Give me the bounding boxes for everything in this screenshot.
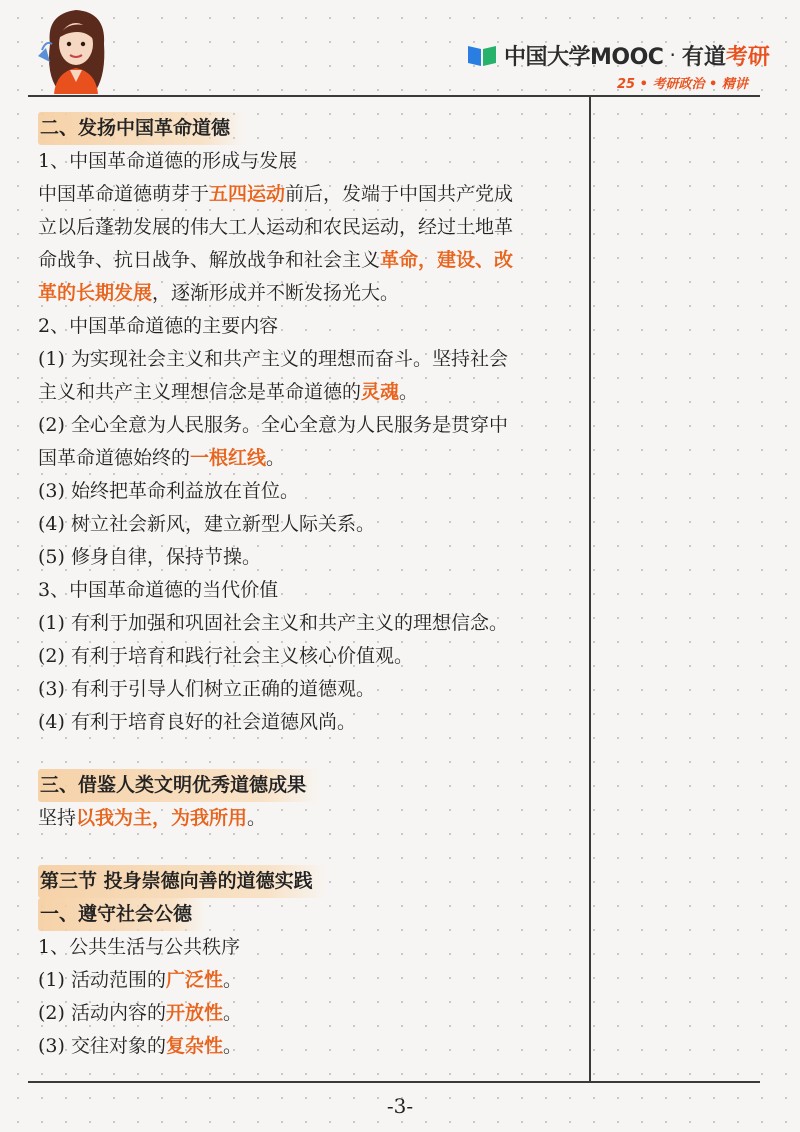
list-item: (4) 有利于培育良好的社会道德风尚。 [38, 711, 356, 733]
notes-content [38, 112, 590, 1063]
list-item: (5) 修身自律，保持节操。 [38, 546, 261, 568]
list-item [38, 964, 590, 997]
subsection-title: 3、中国革命道德的当代价值 [38, 579, 279, 601]
brand-logo [466, 38, 770, 72]
header-divider [28, 95, 760, 97]
text: 国革命道德始终的 [38, 447, 191, 469]
text: 主义和共产主义理想信念是革命道德的 [38, 381, 362, 403]
book-logo-icon [466, 42, 498, 68]
text: 命战争、抗日战争、解放战争和社会主义 [38, 249, 381, 271]
section-heading: 一、遵守社会公德 [38, 898, 206, 931]
list-item [38, 997, 590, 1030]
list-item: (2) 有利于培育和践行社会主义核心价值观。 [38, 645, 413, 667]
section-heading: 二、发扬中国革命道德 [38, 112, 244, 145]
text: 。 [247, 807, 267, 829]
list-item: (1) 有利于加强和巩固社会主义和共产主义的理想信念。 [38, 612, 508, 634]
list-item: (3) 始终把革命利益放在首位。 [38, 480, 299, 502]
highlight-text: 五四运动 [209, 183, 286, 205]
chapter-heading: 第三节 投身崇德向善的道德实践 [38, 865, 327, 898]
highlight-text: 复杂性 [165, 1035, 223, 1057]
text: (1) 活动范围的 [38, 969, 166, 991]
text: (3) 交往对象的 [38, 1035, 166, 1057]
paragraph-line [38, 802, 590, 835]
course-subtitle: 25 • 考研政治 • 精讲 [617, 77, 748, 92]
text: 。 [399, 381, 419, 403]
logo-mooc-text: 中国大学MOOC [504, 44, 664, 70]
text: 。 [266, 447, 286, 469]
list-item: (4) 树立社会新风，建立新型人际关系。 [38, 513, 375, 535]
text: 前后，发端于中国共产党成 [285, 183, 514, 205]
subsection-title: 1、中国革命道德的形成与发展 [38, 150, 298, 172]
text: ，逐渐形成并不断发扬光大。 [152, 282, 400, 304]
text: 。 [222, 969, 242, 991]
highlight-text: 广泛性 [165, 969, 223, 991]
highlight-text: 革命，建设、改 [380, 249, 514, 271]
text: 坚持 [38, 807, 77, 829]
highlight-text: 以我为主，为我所用 [76, 807, 248, 829]
paragraph-line: 立以后蓬勃发展的伟大工人运动和农民运动，经过土地革 [38, 216, 514, 238]
list-item: (1) 为实现社会主义和共产主义的理想而奋斗。坚持社会 [38, 348, 508, 370]
list-item: (3) 有利于引导人们树立正确的道德观。 [38, 678, 375, 700]
page-number: -3- [386, 1094, 414, 1118]
paragraph-line [38, 244, 590, 277]
logo-separator: · [669, 43, 676, 67]
subsection-title: 1、公共生活与公共秩序 [38, 936, 241, 958]
paragraph-line [38, 277, 590, 310]
highlight-text: 一根红线 [190, 447, 267, 469]
section-heading: 三、借鉴人类文明优秀道德成果 [38, 769, 320, 802]
logo-kaoyan-text: 考研 [725, 44, 770, 70]
highlight-text: 开放性 [165, 1002, 223, 1024]
footer-divider [28, 1081, 760, 1083]
highlight-text: 灵魂 [361, 381, 400, 403]
text: 。 [222, 1035, 242, 1057]
paragraph-line [38, 178, 590, 211]
list-item: (2) 全心全意为人民服务。全心全意为人民服务是贯穿中 [38, 414, 508, 436]
text: 中国革命道德萌芽于 [38, 183, 210, 205]
teacher-avatar [36, 4, 116, 94]
list-item-continued [38, 442, 590, 475]
highlight-text: 革的长期发展 [38, 282, 153, 304]
logo-youdao-text: 有道 [681, 44, 726, 70]
list-item [38, 1030, 590, 1063]
text: (2) 活动内容的 [38, 1002, 166, 1024]
subsection-title: 2、中国革命道德的主要内容 [38, 315, 279, 337]
list-item-continued [38, 376, 590, 409]
text: 。 [222, 1002, 242, 1024]
